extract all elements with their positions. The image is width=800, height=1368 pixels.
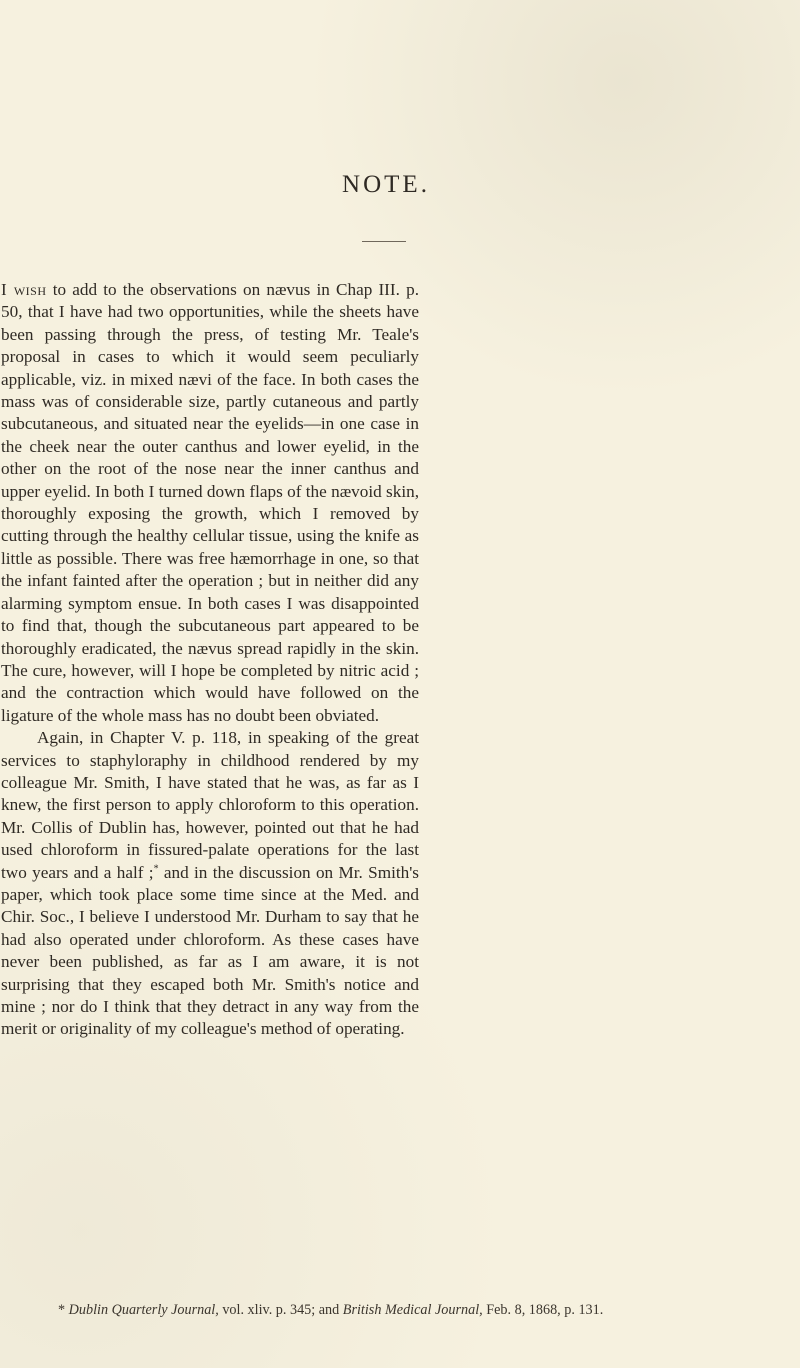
- paragraph-2: [1, 727, 419, 1041]
- footnote-journal-1: Dublin Quarterly Journal,: [68, 1302, 219, 1318]
- footnote-journal-2: British Medical Journal,: [342, 1302, 483, 1318]
- footnote: [23, 1301, 738, 1319]
- title-divider: [362, 241, 406, 242]
- page-title: NOTE.: [342, 171, 430, 198]
- paragraph-2-text-before-marker: Again, in Chapter V. p. 118, in speaking of the great services to staphyloraphy in childhood rendered by my colleague Mr. Smith, I have stated that he was, as far as I knew, the first person to apply chloroform to this operation. Mr. Collis of Dublin has, however, pointed out that he had used chloroform in fissured-palate operations for the last two years and a half ;: [1, 728, 419, 882]
- footnote-reference-marker: *: [153, 862, 159, 874]
- paragraph-1-text: to add to the observations on nævus in Chap III. p. 50, that I have had two opportunities, while the sheets have been passing through the press, of testing Mr. Teale's proposal in cases to which it would seem peculiarly applicable, viz. in mixed nævi of the face. In both cases the mass was of considerable size, partly cutaneous and partly subcutaneous, and situated near the eyelids—in one case in the cheek near the outer canthus and lower eyelid, in the other on the root of the nose near the inner canthus and upper eyelid. In both I turned down flaps of the nævoid skin, thoroughly exposing the growth, which I removed by cutting through the healthy cellular tissue, using the knife as little as possible. There was free hæmorrhage in one, so that the infant fainted after the operation ; but in neither did any alarming symptom ensue. In both cases I was disappointed to find that, though the subcutaneous part appeared to be thoroughly eradicated, the nævus spread rapidly in the skin. The cure, however, will I hope be completed by nitric acid ; and the contraction which would have followed on the ligature of the whole mass has no doubt been obviated.: [1, 280, 419, 725]
- footnote-reference-2: Feb. 8, 1868, p. 131.: [482, 1302, 604, 1318]
- main-text: [1, 279, 419, 1041]
- paragraph-1-lead: I wish: [1, 280, 47, 299]
- paragraph-2-text-after-marker: and in the discussion on Mr. Smith's paper, which took place some time since at the Med. and Chir. Soc., I believe I understood Mr. Durham to say that he had also operated under chloroform. As these cases have never been published, as far as I am aware, it is not surprising that they escaped both Mr. Smith's notice and mine ; nor do I think that they detract in any way from the merit or originality of my colleague's method of operating.: [1, 862, 419, 1039]
- footnote-marker: *: [58, 1302, 66, 1318]
- paragraph-1: [1, 279, 419, 727]
- footnote-reference-1: vol. xliv. p. 345; and: [218, 1302, 343, 1318]
